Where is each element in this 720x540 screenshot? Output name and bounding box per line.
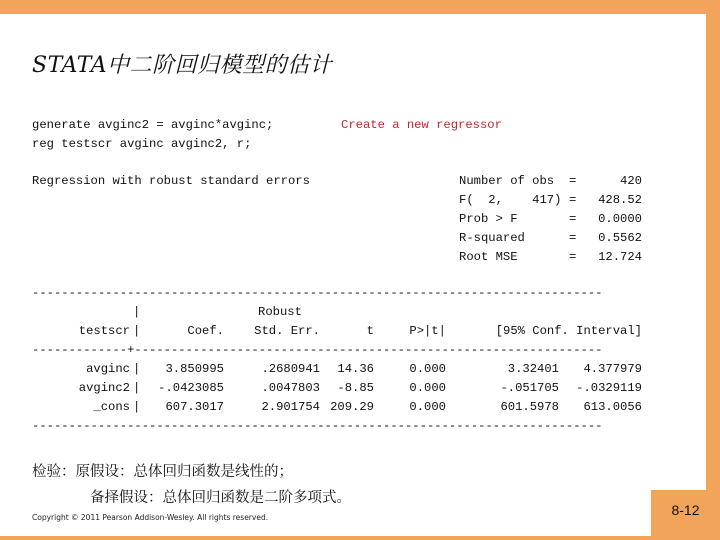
header-var: testscr [78,324,130,338]
page-number: 8-12 [671,502,700,518]
table-header-row-2 [32,324,642,340]
stat-label: F( 2, 417) [459,193,562,207]
cell-var: avginc [86,362,130,376]
cell-p: 0.000 [409,400,446,414]
page-number-box [651,490,720,536]
table-row [32,400,642,416]
hypothesis-alternative: 备择假设：总体回归函数是二阶多项式。 [90,490,351,506]
hypothesis-null: 检验：原假设：总体回归函数是线性的； [32,464,293,480]
cell-se: 2.901754 [261,400,320,414]
stat-value: 0.0000 [598,212,642,226]
stat-eq: = [569,250,577,264]
stat-value: 12.724 [598,250,642,264]
slide-title: STATA中二阶回归模型的估计 [32,53,333,78]
cell-ci-low: 3.32401 [507,362,559,376]
cell-var: _cons [93,400,130,414]
stat-label: Prob > F [459,212,518,226]
cell-p: 0.000 [409,362,446,376]
bottom-border [0,536,720,540]
header-ci: [95% Conf. Interval] [495,324,642,338]
table-row [32,381,642,397]
cell-se: .0047803 [261,381,320,395]
right-border [706,0,720,540]
command-line-2: reg testscr avginc avginc2, r; [32,137,252,151]
table-header-row-1 [32,305,642,321]
top-border [0,0,720,14]
stat-eq: = [569,231,577,245]
header-se: Std. Err. [254,324,320,338]
cell-t: 14.36 [337,362,374,376]
cell-coef: -.0423085 [158,381,224,395]
stat-value: 420 [620,174,642,188]
cell-t: 209.29 [330,400,374,414]
header-bar: | [133,305,141,319]
table-rule-bottom: ------------------------------------------------------------------------------ [32,419,603,433]
cell-ci-high: -.0329119 [576,381,642,395]
command-comment: Create a new regressor [341,118,502,132]
stat-eq: = [569,174,577,188]
stat-row [32,250,642,266]
cell-ci-low: -.051705 [500,381,559,395]
header-robust: Robust [258,305,302,319]
header-bar: | [133,324,141,338]
table-rule-mid: -------------+---------------------------------------------------------------- [32,343,603,357]
stat-row [32,174,642,190]
cell-se: .2680941 [261,362,320,376]
header-coef: Coef. [187,324,224,338]
cell-var: avginc2 [78,381,130,395]
stat-value: 0.5562 [598,231,642,245]
stat-row [32,212,642,228]
stat-eq: = [569,212,577,226]
stat-label: R-squared [459,231,525,245]
cell-bar: | [133,362,141,376]
stat-eq: = [569,193,577,207]
cell-coef: 607.3017 [165,400,224,414]
cell-ci-high: 4.377979 [583,362,642,376]
stat-label: Root MSE [459,250,518,264]
cell-bar: | [133,381,141,395]
header-p: P>|t| [409,324,446,338]
stat-value: 428.52 [598,193,642,207]
table-rule-top: ------------------------------------------------------------------------------ [32,286,603,300]
stat-row [32,193,642,209]
cell-t: -8.85 [337,381,374,395]
regression-header: Regression with robust standard errors [32,174,310,188]
table-row [32,362,642,378]
stat-label: Number of obs [459,174,555,188]
stat-row [32,231,642,247]
cell-p: 0.000 [409,381,446,395]
cell-ci-high: 613.0056 [583,400,642,414]
copyright-notice: Copyright © 2011 Pearson Addison-Wesley. All rights reserved. [32,513,269,522]
cell-coef: 3.850995 [165,362,224,376]
cell-bar: | [133,400,141,414]
cell-ci-low: 601.5978 [500,400,559,414]
header-t: t [366,324,374,338]
command-line-1: generate avginc2 = avginc*avginc; [32,118,274,132]
